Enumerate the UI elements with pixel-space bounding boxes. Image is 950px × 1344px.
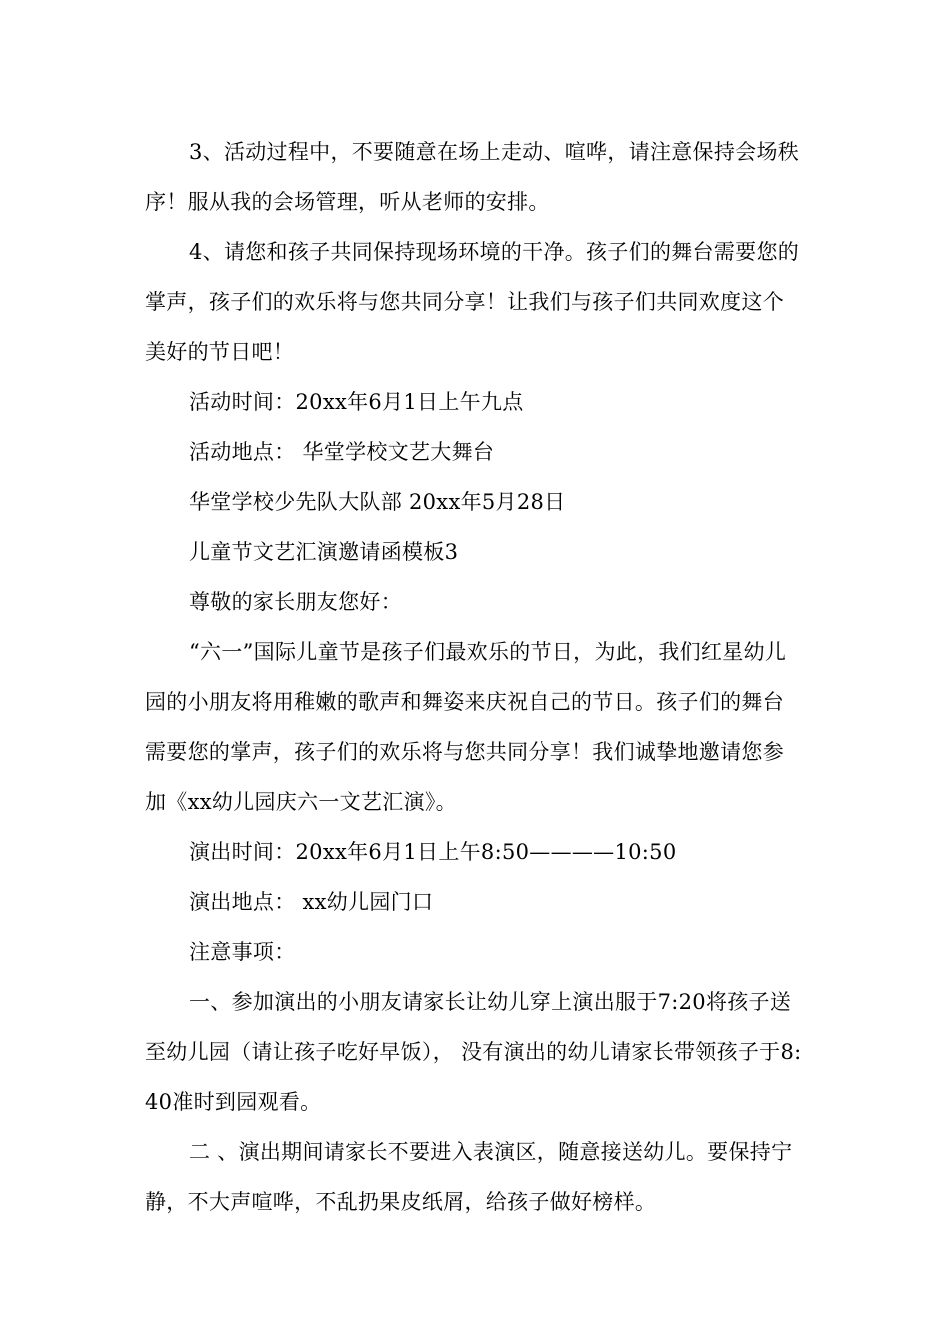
activity-time: 活动时间：20xx年6月1日上午九点 — [189, 390, 524, 414]
performance-location: 演出地点： xx幼儿园门口 — [189, 890, 434, 914]
note-item-2: 二 、演出期间请家长不要进入表演区，随意接送幼儿。要保持宁静，不大声喧哗，不乱扔果皮纸屑，给孩子做好榜样。 — [145, 1140, 793, 1214]
document-body — [145, 127, 805, 1227]
invitation-body: “六一”国际儿童节是孩子们最欢乐的节日，为此，我们红星幼儿园的小朋友将用稚嫩的歌声和舞姿来庆祝自己的节日。孩子们的舞台需要您的掌声，孩子们的欢乐将与您共同分享！我们诚挚地邀请您参加《xx幼儿园庆六一文艺汇演》。 — [145, 640, 787, 814]
performance-time: 演出时间：20xx年6月1日上午8:50————10:50 — [189, 840, 677, 864]
section-heading: 儿童节文艺汇演邀请函模板3 — [189, 540, 459, 564]
paragraph-rule-3: 3、活动过程中，不要随意在场上走动、喧哗，请注意保持会场秩序！服从我的会场管理，听从老师的安排。 — [145, 140, 800, 214]
note-item-1: 一、参加演出的小朋友请家长让幼儿穿上演出服于7:20将孩子送至幼儿园（请让孩子吃好早饭）， 没有演出的幼儿请家长带领孩子于8:40准时到园观看。 — [145, 990, 802, 1114]
notes-heading: 注意事项： — [189, 940, 296, 964]
paragraph-rule-4: 4、请您和孩子共同保持现场环境的干净。孩子们的舞台需要您的掌声，孩子们的欢乐将与您共同分享！让我们与孩子们共同欢度这个美好的节日吧！ — [145, 240, 800, 364]
signature-line: 华堂学校少先队大队部 20xx年5月28日 — [189, 490, 566, 514]
greeting: 尊敬的家长朋友您好： — [189, 590, 402, 614]
activity-location: 活动地点： 华堂学校文艺大舞台 — [189, 440, 495, 464]
